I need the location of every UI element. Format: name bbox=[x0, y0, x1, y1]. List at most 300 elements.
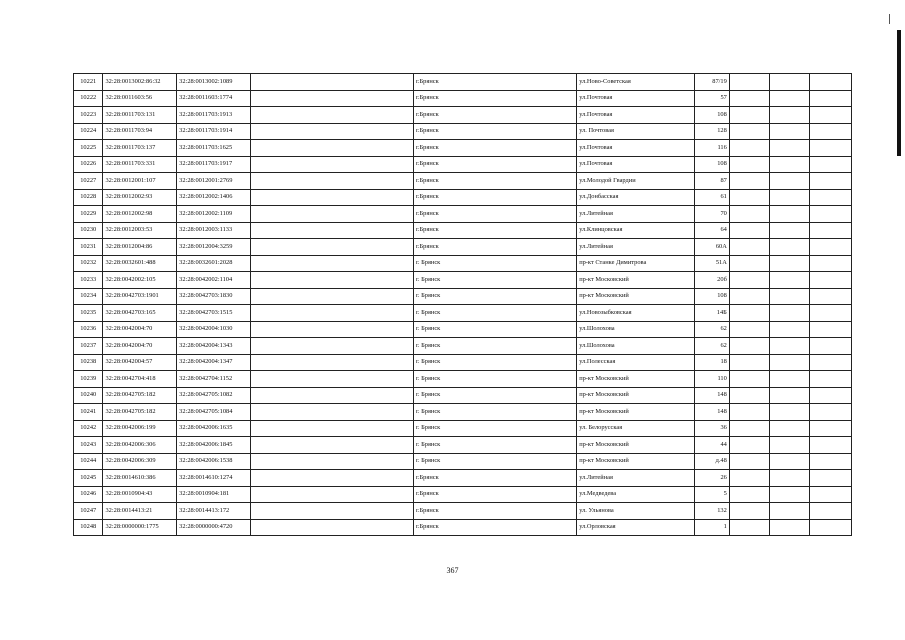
table-row bbox=[74, 239, 852, 256]
cell-empty bbox=[769, 239, 809, 256]
cell-empty bbox=[729, 503, 769, 520]
cell-empty bbox=[250, 470, 413, 487]
cell-empty bbox=[729, 437, 769, 454]
cell-empty bbox=[809, 321, 851, 338]
cell-cadastral-number: 32:28:0014610:386 bbox=[103, 470, 177, 487]
cell-cadastral-number-2: 32:28:0012004:3259 bbox=[177, 239, 251, 256]
cell-street: пр-кт Московский bbox=[577, 272, 695, 289]
cell-street: ул.Орловская bbox=[577, 519, 695, 536]
cell-empty bbox=[769, 272, 809, 289]
cell-house: 116 bbox=[695, 140, 730, 157]
cell-cadastral-number-2: 32:28:0042004:1347 bbox=[177, 354, 251, 371]
cell-cadastral-number: 32:28:0042704:418 bbox=[103, 371, 177, 388]
cell-empty bbox=[809, 470, 851, 487]
cell-city: г. Брянск bbox=[414, 272, 577, 289]
cell-cadastral-number: 32:28:0011703:131 bbox=[103, 107, 177, 124]
table-row bbox=[74, 206, 852, 223]
cell-city: г.Брянск bbox=[414, 239, 577, 256]
cell-cadastral-number: 32:28:0042002:105 bbox=[103, 272, 177, 289]
cell-empty bbox=[250, 404, 413, 421]
cell-empty bbox=[809, 288, 851, 305]
cell-empty bbox=[769, 288, 809, 305]
cell-house: 44 bbox=[695, 437, 730, 454]
cell-cadastral-number-2: 32:28:0014413:172 bbox=[177, 503, 251, 520]
cell-cadastral-number-2: 32:28:0042705:1084 bbox=[177, 404, 251, 421]
cell-city: г. Брянск bbox=[414, 420, 577, 437]
cell-empty bbox=[769, 90, 809, 107]
cell-house: 62 bbox=[695, 321, 730, 338]
cell-empty bbox=[250, 503, 413, 520]
cell-house: 110 bbox=[695, 371, 730, 388]
cell-empty bbox=[809, 239, 851, 256]
cell-empty bbox=[729, 305, 769, 322]
cell-empty bbox=[809, 206, 851, 223]
cell-city: г. Брянск bbox=[414, 437, 577, 454]
table-row bbox=[74, 437, 852, 454]
table-row bbox=[74, 288, 852, 305]
cell-house: 108 bbox=[695, 107, 730, 124]
cell-house: 61 bbox=[695, 189, 730, 206]
cell-id: 10224 bbox=[74, 123, 103, 140]
cell-id: 10225 bbox=[74, 140, 103, 157]
cell-empty bbox=[250, 272, 413, 289]
cell-empty bbox=[809, 338, 851, 355]
cell-empty bbox=[809, 387, 851, 404]
cell-city: г.Брянск bbox=[414, 189, 577, 206]
cell-street: ул.Литейная bbox=[577, 206, 695, 223]
cell-house: 14Б bbox=[695, 305, 730, 322]
cell-empty bbox=[809, 404, 851, 421]
scan-artifact-tick bbox=[889, 14, 890, 24]
cell-cadastral-number-2: 32:28:0011703:1913 bbox=[177, 107, 251, 124]
table-row bbox=[74, 338, 852, 355]
cell-city: г.Брянск bbox=[414, 470, 577, 487]
cell-empty bbox=[769, 123, 809, 140]
scan-artifact-bar bbox=[897, 30, 901, 156]
cell-id: 10241 bbox=[74, 404, 103, 421]
cell-empty bbox=[250, 288, 413, 305]
cell-empty bbox=[769, 503, 809, 520]
register-body bbox=[74, 74, 852, 536]
cell-id: 10222 bbox=[74, 90, 103, 107]
cell-empty bbox=[729, 453, 769, 470]
cell-empty bbox=[809, 453, 851, 470]
cell-empty bbox=[809, 305, 851, 322]
cell-id: 10227 bbox=[74, 173, 103, 190]
cell-id: 10238 bbox=[74, 354, 103, 371]
cell-id: 10231 bbox=[74, 239, 103, 256]
cell-street: пр-кт Московский bbox=[577, 453, 695, 470]
cell-house: 128 bbox=[695, 123, 730, 140]
cell-empty bbox=[769, 173, 809, 190]
cell-empty bbox=[250, 255, 413, 272]
cell-cadastral-number: 32:28:0000000:1775 bbox=[103, 519, 177, 536]
cell-empty bbox=[729, 206, 769, 223]
page-number: 367 bbox=[446, 566, 459, 575]
cell-cadastral-number-2: 32:28:0011703:1625 bbox=[177, 140, 251, 157]
cell-empty bbox=[729, 123, 769, 140]
cell-empty bbox=[729, 404, 769, 421]
cell-city: г.Брянск bbox=[414, 206, 577, 223]
cell-house: 148 bbox=[695, 404, 730, 421]
cell-empty bbox=[250, 305, 413, 322]
cell-id: 10223 bbox=[74, 107, 103, 124]
cell-cadastral-number-2: 32:28:0042703:1515 bbox=[177, 305, 251, 322]
cell-empty bbox=[769, 255, 809, 272]
cell-empty bbox=[809, 222, 851, 239]
cell-cadastral-number-2: 32:28:0042006:1845 bbox=[177, 437, 251, 454]
cell-street: ул.Клинцовская bbox=[577, 222, 695, 239]
cell-id: 10240 bbox=[74, 387, 103, 404]
cell-house: 26 bbox=[695, 470, 730, 487]
cell-empty bbox=[809, 437, 851, 454]
cell-house: 57 bbox=[695, 90, 730, 107]
cell-street: ул.Почтовая bbox=[577, 107, 695, 124]
cell-cadastral-number: 32:28:0013002:86:32 bbox=[103, 74, 177, 91]
cell-city: г. Брянск bbox=[414, 387, 577, 404]
cell-cadastral-number: 32:28:0010904:43 bbox=[103, 486, 177, 503]
cell-empty bbox=[250, 519, 413, 536]
cell-empty bbox=[729, 74, 769, 91]
cell-empty bbox=[769, 222, 809, 239]
cell-empty bbox=[809, 371, 851, 388]
cell-empty bbox=[769, 420, 809, 437]
cell-empty bbox=[769, 74, 809, 91]
cell-cadastral-number-2: 32:28:0011603:1774 bbox=[177, 90, 251, 107]
cell-house: 132 bbox=[695, 503, 730, 520]
cell-cadastral-number: 32:28:0012003:53 bbox=[103, 222, 177, 239]
cell-empty bbox=[729, 255, 769, 272]
cell-cadastral-number: 32:28:0012002:93 bbox=[103, 189, 177, 206]
table-row bbox=[74, 74, 852, 91]
cell-street: пр-кт Московский bbox=[577, 404, 695, 421]
cell-empty bbox=[250, 189, 413, 206]
cell-empty bbox=[769, 404, 809, 421]
table-row bbox=[74, 222, 852, 239]
cell-street: пр-кт Московский bbox=[577, 437, 695, 454]
cell-empty bbox=[250, 387, 413, 404]
cell-id: 10242 bbox=[74, 420, 103, 437]
cell-id: 10232 bbox=[74, 255, 103, 272]
cell-empty bbox=[729, 387, 769, 404]
cell-cadastral-number: 32:28:0012002:98 bbox=[103, 206, 177, 223]
cell-cadastral-number: 32:28:0042004:57 bbox=[103, 354, 177, 371]
cell-cadastral-number: 32:28:0042703:1901 bbox=[103, 288, 177, 305]
cell-cadastral-number-2: 32:28:0010904:181 bbox=[177, 486, 251, 503]
cell-house: 108 bbox=[695, 288, 730, 305]
cell-empty bbox=[729, 107, 769, 124]
table-row bbox=[74, 123, 852, 140]
cell-city: г. Брянск bbox=[414, 288, 577, 305]
cell-street: ул.Ново-Советская bbox=[577, 74, 695, 91]
cell-house: 51А bbox=[695, 255, 730, 272]
cell-house: 60А bbox=[695, 239, 730, 256]
cell-empty bbox=[809, 255, 851, 272]
cell-empty bbox=[729, 288, 769, 305]
cell-empty bbox=[809, 272, 851, 289]
cell-empty bbox=[809, 189, 851, 206]
cell-empty bbox=[250, 321, 413, 338]
cell-empty bbox=[250, 107, 413, 124]
cell-city: г.Брянск bbox=[414, 519, 577, 536]
cell-cadastral-number-2: 32:28:0011703:1914 bbox=[177, 123, 251, 140]
cell-city: г.Брянск bbox=[414, 90, 577, 107]
table-row bbox=[74, 140, 852, 157]
cell-empty bbox=[769, 338, 809, 355]
table-row bbox=[74, 470, 852, 487]
cell-city: г.Брянск bbox=[414, 107, 577, 124]
cell-empty bbox=[809, 74, 851, 91]
cell-empty bbox=[250, 74, 413, 91]
cell-empty bbox=[769, 156, 809, 173]
cell-street: пр-кт Московский bbox=[577, 288, 695, 305]
cell-cadastral-number-2: 32:28:0042004:1343 bbox=[177, 338, 251, 355]
cell-empty bbox=[250, 354, 413, 371]
cell-cadastral-number: 32:28:0042705:182 bbox=[103, 387, 177, 404]
table-row bbox=[74, 189, 852, 206]
cell-id: 10230 bbox=[74, 222, 103, 239]
cell-house: 148 bbox=[695, 387, 730, 404]
cell-street: ул.Почтовая bbox=[577, 156, 695, 173]
cell-empty bbox=[250, 222, 413, 239]
cell-cadastral-number: 32:28:0042705:182 bbox=[103, 404, 177, 421]
table-row bbox=[74, 321, 852, 338]
cell-cadastral-number-2: 32:28:0042705:1082 bbox=[177, 387, 251, 404]
cell-empty bbox=[250, 90, 413, 107]
cell-cadastral-number-2: 32:28:0014610:1274 bbox=[177, 470, 251, 487]
cell-street: ул.Молодой Гвардии bbox=[577, 173, 695, 190]
cell-empty bbox=[769, 305, 809, 322]
cell-cadastral-number: 32:28:0042703:165 bbox=[103, 305, 177, 322]
cell-empty bbox=[250, 453, 413, 470]
table-row bbox=[74, 354, 852, 371]
cell-empty bbox=[250, 371, 413, 388]
table-row bbox=[74, 371, 852, 388]
cell-street: ул.Литейная bbox=[577, 239, 695, 256]
cell-empty bbox=[729, 371, 769, 388]
cell-id: 10239 bbox=[74, 371, 103, 388]
cell-house: 87 bbox=[695, 173, 730, 190]
cell-house: 36 bbox=[695, 420, 730, 437]
cell-cadastral-number-2: 32:28:0032601:2028 bbox=[177, 255, 251, 272]
cell-id: 10243 bbox=[74, 437, 103, 454]
cell-empty bbox=[809, 420, 851, 437]
cell-street: ул.Шолохова bbox=[577, 321, 695, 338]
cell-empty bbox=[729, 173, 769, 190]
cell-empty bbox=[809, 354, 851, 371]
table-row bbox=[74, 486, 852, 503]
cell-empty bbox=[809, 107, 851, 124]
table-row bbox=[74, 503, 852, 520]
cell-empty bbox=[809, 140, 851, 157]
cell-empty bbox=[729, 354, 769, 371]
cell-id: 10234 bbox=[74, 288, 103, 305]
cell-empty bbox=[729, 239, 769, 256]
cell-empty bbox=[769, 140, 809, 157]
cell-house: 70 bbox=[695, 206, 730, 223]
cell-empty bbox=[729, 156, 769, 173]
cell-city: г. Брянск bbox=[414, 453, 577, 470]
cell-empty bbox=[769, 107, 809, 124]
table-row bbox=[74, 173, 852, 190]
cell-id: 10237 bbox=[74, 338, 103, 355]
cell-cadastral-number: 32:28:0042006:306 bbox=[103, 437, 177, 454]
cell-empty bbox=[769, 519, 809, 536]
cell-id: 10228 bbox=[74, 189, 103, 206]
cell-empty bbox=[729, 321, 769, 338]
cell-city: г.Брянск bbox=[414, 156, 577, 173]
cell-id: 10235 bbox=[74, 305, 103, 322]
cell-house: д.48 bbox=[695, 453, 730, 470]
cell-cadastral-number-2: 32:28:0042006:1635 bbox=[177, 420, 251, 437]
cell-cadastral-number-2: 32:28:0012003:1133 bbox=[177, 222, 251, 239]
cell-empty bbox=[769, 206, 809, 223]
cell-cadastral-number: 32:28:0011703:137 bbox=[103, 140, 177, 157]
cell-empty bbox=[250, 123, 413, 140]
cell-cadastral-number: 32:28:0012001:107 bbox=[103, 173, 177, 190]
table-row bbox=[74, 387, 852, 404]
cell-cadastral-number: 32:28:0011703:94 bbox=[103, 123, 177, 140]
cell-empty bbox=[729, 90, 769, 107]
cell-city: г. Брянск bbox=[414, 321, 577, 338]
cell-empty bbox=[729, 420, 769, 437]
table-row bbox=[74, 255, 852, 272]
cell-empty bbox=[250, 239, 413, 256]
cell-empty bbox=[769, 486, 809, 503]
cell-empty bbox=[729, 272, 769, 289]
cell-street: ул.Полесская bbox=[577, 354, 695, 371]
cell-id: 10244 bbox=[74, 453, 103, 470]
cell-id: 10246 bbox=[74, 486, 103, 503]
cell-street: ул.Донбасская bbox=[577, 189, 695, 206]
cell-city: г.Брянск bbox=[414, 140, 577, 157]
cell-empty bbox=[809, 486, 851, 503]
cell-city: г. Брянск bbox=[414, 305, 577, 322]
table-row bbox=[74, 453, 852, 470]
cell-empty bbox=[769, 189, 809, 206]
cell-street: ул.Почтовая bbox=[577, 90, 695, 107]
cell-city: г. Брянск bbox=[414, 371, 577, 388]
cell-id: 10247 bbox=[74, 503, 103, 520]
cell-id: 10226 bbox=[74, 156, 103, 173]
cell-city: г.Брянск bbox=[414, 74, 577, 91]
cell-house: 1 bbox=[695, 519, 730, 536]
cell-city: г.Брянск bbox=[414, 173, 577, 190]
cell-empty bbox=[769, 387, 809, 404]
table-row bbox=[74, 305, 852, 322]
cell-cadastral-number-2: 32:28:0000000:4720 bbox=[177, 519, 251, 536]
cell-city: г. Брянск bbox=[414, 338, 577, 355]
cell-id: 10236 bbox=[74, 321, 103, 338]
cell-street: ул.Литейная bbox=[577, 470, 695, 487]
cell-empty bbox=[729, 486, 769, 503]
cell-city: г.Брянск bbox=[414, 123, 577, 140]
cell-street: ул. Ульянова bbox=[577, 503, 695, 520]
cell-empty bbox=[809, 503, 851, 520]
cell-cadastral-number-2: 32:28:0011703:1917 bbox=[177, 156, 251, 173]
table-row bbox=[74, 519, 852, 536]
cell-cadastral-number-2: 32:28:0042704:1152 bbox=[177, 371, 251, 388]
cell-cadastral-number: 32:28:0032601:488 bbox=[103, 255, 177, 272]
cell-cadastral-number-2: 32:28:0012002:1109 bbox=[177, 206, 251, 223]
cell-empty bbox=[729, 189, 769, 206]
cell-empty bbox=[250, 156, 413, 173]
table-row bbox=[74, 404, 852, 421]
cell-cadastral-number: 32:28:0042004:70 bbox=[103, 321, 177, 338]
cell-street: ул. Почтовая bbox=[577, 123, 695, 140]
cell-empty bbox=[769, 437, 809, 454]
cell-empty bbox=[250, 140, 413, 157]
cell-street: ул. Белорусская bbox=[577, 420, 695, 437]
cell-empty bbox=[250, 206, 413, 223]
cell-empty bbox=[769, 321, 809, 338]
table-row bbox=[74, 156, 852, 173]
cell-empty bbox=[729, 519, 769, 536]
cell-id: 10221 bbox=[74, 74, 103, 91]
table-row bbox=[74, 107, 852, 124]
cell-empty bbox=[809, 173, 851, 190]
cell-id: 10245 bbox=[74, 470, 103, 487]
cell-empty bbox=[809, 90, 851, 107]
cell-cadastral-number-2: 32:28:0042002:1104 bbox=[177, 272, 251, 289]
cell-cadastral-number: 32:28:0042004:70 bbox=[103, 338, 177, 355]
cell-cadastral-number: 32:28:0042006:309 bbox=[103, 453, 177, 470]
cell-empty bbox=[250, 437, 413, 454]
cell-empty bbox=[769, 453, 809, 470]
cell-empty bbox=[769, 470, 809, 487]
cell-street: пр-кт Московский bbox=[577, 387, 695, 404]
cell-house: 20б bbox=[695, 272, 730, 289]
cell-house: 18 bbox=[695, 354, 730, 371]
cell-cadastral-number-2: 32:28:0012002:1406 bbox=[177, 189, 251, 206]
cell-city: г.Брянск bbox=[414, 486, 577, 503]
cell-cadastral-number: 32:28:0042006:199 bbox=[103, 420, 177, 437]
register-table bbox=[73, 73, 852, 536]
cell-house: 62 bbox=[695, 338, 730, 355]
cell-house: 108 bbox=[695, 156, 730, 173]
cell-cadastral-number-2: 32:28:0012001:2769 bbox=[177, 173, 251, 190]
cell-empty bbox=[250, 420, 413, 437]
cell-street: ул.Медведева bbox=[577, 486, 695, 503]
table-row bbox=[74, 272, 852, 289]
cell-id: 10233 bbox=[74, 272, 103, 289]
cell-empty bbox=[729, 222, 769, 239]
table-row bbox=[74, 420, 852, 437]
cell-cadastral-number: 32:28:0012004:86 bbox=[103, 239, 177, 256]
cell-id: 10248 bbox=[74, 519, 103, 536]
cell-empty bbox=[250, 486, 413, 503]
cell-empty bbox=[809, 156, 851, 173]
cell-street: пр-кт Станке Димитрова bbox=[577, 255, 695, 272]
cell-cadastral-number-2: 32:28:0042006:1538 bbox=[177, 453, 251, 470]
cell-city: г. Брянск bbox=[414, 404, 577, 421]
cell-empty bbox=[250, 338, 413, 355]
cell-city: г. Брянск bbox=[414, 255, 577, 272]
table-row bbox=[74, 90, 852, 107]
cell-street: ул.Новозыбковская bbox=[577, 305, 695, 322]
cell-city: г.Брянск bbox=[414, 222, 577, 239]
cell-empty bbox=[809, 519, 851, 536]
cell-cadastral-number: 32:28:0011703:331 bbox=[103, 156, 177, 173]
cell-empty bbox=[729, 338, 769, 355]
cell-cadastral-number: 32:28:0014413:21 bbox=[103, 503, 177, 520]
cell-empty bbox=[250, 173, 413, 190]
cell-house: 64 bbox=[695, 222, 730, 239]
cell-cadastral-number: 32:28:0011603:56 bbox=[103, 90, 177, 107]
cell-house: 87/19 bbox=[695, 74, 730, 91]
cell-city: г. Брянск bbox=[414, 354, 577, 371]
cell-cadastral-number-2: 32:28:0042004:1030 bbox=[177, 321, 251, 338]
